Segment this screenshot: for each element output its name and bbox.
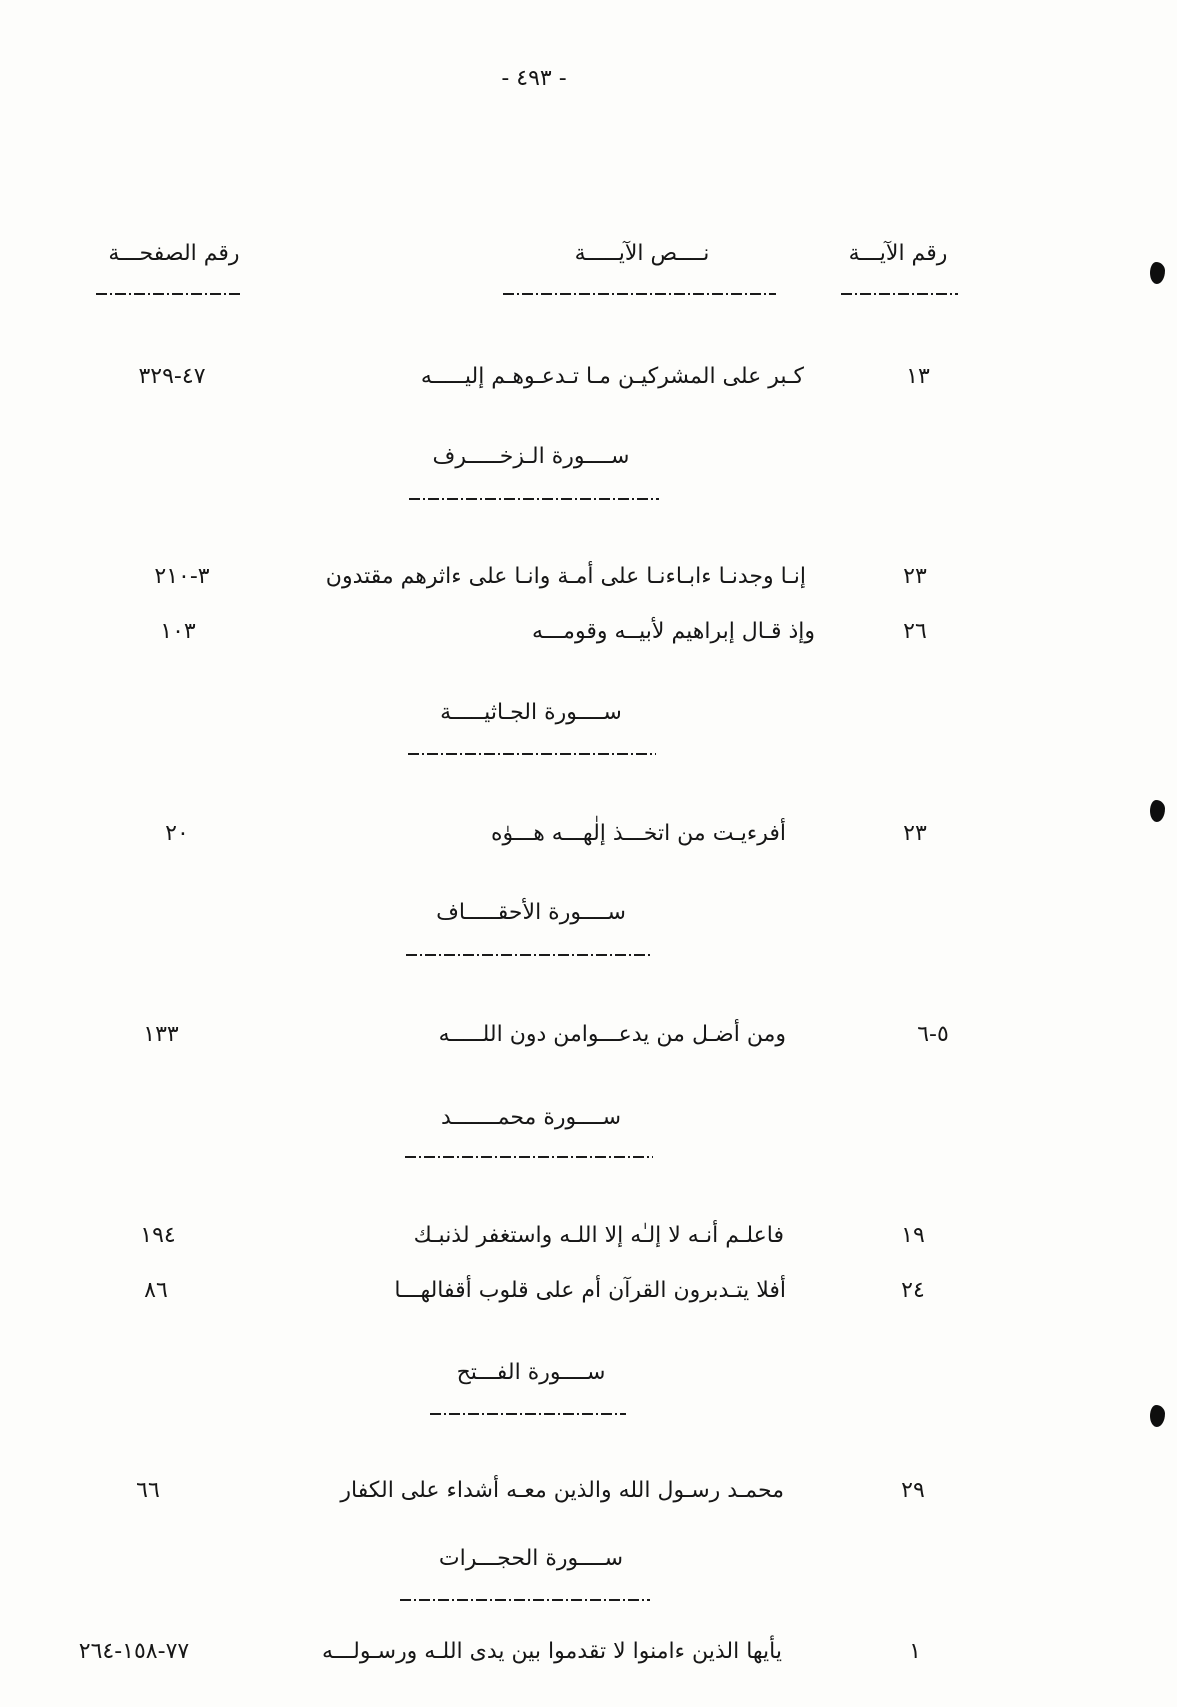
verse-text: أفرءيـت من اتخـــذ إلٰهـــه هـــوٰه (490, 821, 786, 846)
surah-heading-rule (400, 1599, 650, 1601)
surah-heading-rule (408, 753, 656, 755)
surah-heading: ســــورة الفـــتح (456, 1360, 606, 1385)
verse-text: أفلا يتـدبرون القرآن أم على قلوب أقفالهـــا (394, 1278, 786, 1303)
verse-text: فاعلـم أنـه لا إلـٰه إلا اللـه واستغفر لذنبـك (413, 1223, 784, 1248)
page-reference: ٧٧-١٥٨-٢٦٤ (78, 1639, 190, 1664)
page-reference: ١٠٣ (160, 619, 196, 644)
surah-heading: ســــورة الـزخـــــرف (432, 444, 630, 469)
verse-number: ٢٩ (901, 1478, 925, 1503)
page-reference: ٤٧-٣٢٩ (138, 364, 206, 389)
verse-text: محمـد رسـول الله والذين معـه أشداء على الكفار (340, 1478, 784, 1503)
surah-heading-rule (409, 498, 659, 500)
surah-heading: ســــورة محمـــــــد (440, 1105, 622, 1130)
verse-text: إنـا وجدنـا ءابـاءنـا على أمـة وانـا على ءاثرهم مقتدون (325, 564, 806, 589)
page-reference: ٢٠ (165, 821, 189, 846)
verse-number: ١٩ (901, 1223, 925, 1248)
page-number: - ٤٩٣ - (501, 66, 567, 91)
surah-heading: ســــورة الأحقـــــاف (436, 900, 626, 925)
verse-number: ١ (909, 1639, 921, 1664)
binding-hole-mark (1150, 262, 1165, 284)
binding-hole-mark (1150, 800, 1165, 822)
verse-text: ومن أضـل من يدعـــوامن دون اللـــــه (438, 1022, 786, 1047)
surah-heading: ســــورة الحجـــرات (438, 1546, 624, 1571)
verse-text: يأيها الذين ءامنوا لا تقدموا بين يدى اللـه ورسـولـــه (321, 1639, 782, 1664)
column-header-rule (841, 293, 958, 295)
verse-number: ٢٣ (903, 821, 927, 846)
verse-number: ٢٣ (903, 564, 927, 589)
verse-number: ١٣ (906, 364, 930, 389)
binding-hole-mark (1150, 1405, 1165, 1427)
column-header-verse-text: نــــص الآيـــــة (574, 241, 710, 266)
column-header-rule (96, 293, 242, 295)
page-reference: ١٩٤ (140, 1223, 176, 1248)
column-header-page-number: رقم الصفحـــة (108, 241, 240, 266)
verse-number: ٢٤ (901, 1278, 925, 1303)
page-reference: ٨٦ (144, 1278, 168, 1303)
page-reference: ٣-٢١٠ (154, 564, 210, 589)
verse-number: ٥-٦ (917, 1022, 949, 1047)
column-header-verse-number: رقم الآيـــة (848, 241, 948, 266)
page-reference: ٦٦ (136, 1478, 160, 1503)
surah-heading-rule (430, 1413, 626, 1415)
verse-text: وإذ قـال إبراهيم لأبيــه وقومـــه (532, 619, 815, 644)
surah-heading: ســــورة الجـاثيـــــة (440, 700, 622, 725)
surah-heading-rule (405, 1156, 653, 1158)
column-header-rule (503, 293, 776, 295)
page-reference: ١٣٣ (143, 1022, 179, 1047)
surah-heading-rule (406, 954, 653, 956)
verse-number: ٢٦ (903, 619, 927, 644)
verse-text: كـبر على المشركيـن مـا تـدعـوهـم إليـــــه (420, 364, 804, 389)
